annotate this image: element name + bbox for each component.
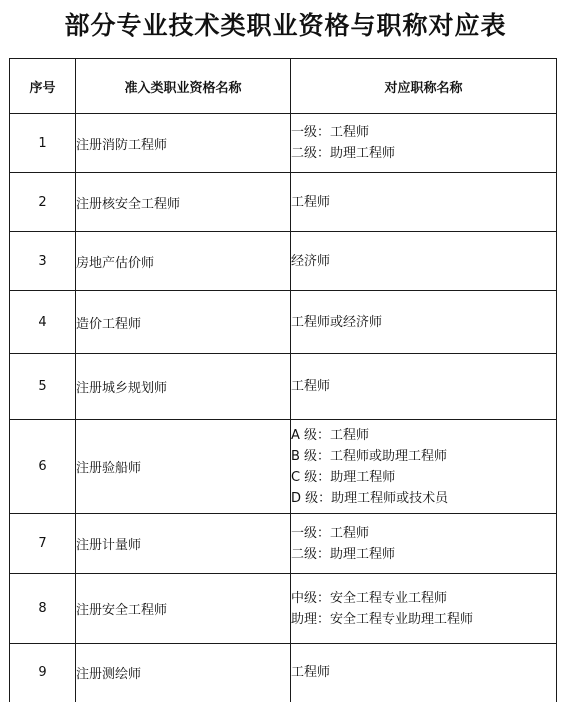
title-name-cell (291, 114, 557, 173)
header-serial-number: 序号 (10, 59, 76, 114)
table-row (10, 420, 557, 514)
table-row (10, 574, 557, 644)
table-row (10, 514, 557, 574)
title-line: 一级：工程师 (291, 125, 370, 140)
title-line: C 级：助理工程师 (291, 469, 396, 485)
title-name-cell (291, 232, 557, 291)
title-line: 工程师 (291, 194, 331, 210)
row-number: 9 (10, 644, 76, 702)
title-line: B 级：工程师或助理工程师 (291, 448, 448, 464)
table-row (10, 114, 557, 173)
qualification-name: 房地产估价师 (76, 232, 291, 291)
title-line: 经济师 (291, 253, 331, 269)
row-number: 8 (10, 574, 76, 644)
title-line: 工程师 (291, 379, 331, 394)
title-name-cell (291, 173, 557, 232)
title-line: A 级：工程师 (291, 427, 370, 443)
qualification-name: 注册计量师 (76, 514, 291, 574)
title-name-cell (291, 574, 557, 644)
title-name-cell (291, 644, 557, 702)
table-header-row (10, 59, 557, 114)
header-title-name: 对应职称名称 (291, 59, 557, 114)
row-number: 1 (10, 114, 76, 173)
qualification-name: 注册测绘师 (76, 644, 291, 702)
title-line: 一级：工程师 (291, 525, 370, 541)
row-number: 6 (10, 420, 76, 514)
row-number: 2 (10, 173, 76, 232)
title-line: 二级：助理工程师 (291, 146, 396, 161)
row-number: 7 (10, 514, 76, 574)
title-line: 工程师或经济师 (291, 314, 383, 330)
qualification-name: 注册安全工程师 (76, 574, 291, 644)
table-row (10, 354, 557, 420)
row-number: 5 (10, 354, 76, 420)
qualification-name: 注册消防工程师 (76, 114, 291, 173)
title-line: D 级：助理工程师或技术员 (291, 490, 449, 506)
title-line: 二级：助理工程师 (291, 546, 396, 562)
title-line: 工程师 (291, 665, 331, 681)
title-name-cell (291, 354, 557, 420)
title-name-cell (291, 291, 557, 354)
document-title: 部分专业技术类职业资格与职称对应表 (64, 11, 507, 40)
qualification-table (9, 58, 557, 702)
qualification-name: 注册核安全工程师 (76, 173, 291, 232)
title-line: 助理：安全工程专业助理工程师 (291, 611, 474, 627)
row-number: 4 (10, 291, 76, 354)
table-row (10, 232, 557, 291)
header-qualification-name: 准入类职业资格名称 (76, 59, 291, 114)
qualification-name: 注册验船师 (76, 420, 291, 514)
title-line: 中级：安全工程专业工程师 (291, 590, 448, 606)
row-number: 3 (10, 232, 76, 291)
table-row (10, 173, 557, 232)
qualification-name: 造价工程师 (76, 291, 291, 354)
qualification-name: 注册城乡规划师 (76, 354, 291, 420)
title-name-cell (291, 514, 557, 574)
title-name-cell (291, 420, 557, 514)
table-row (10, 291, 557, 354)
table-row (10, 644, 557, 702)
